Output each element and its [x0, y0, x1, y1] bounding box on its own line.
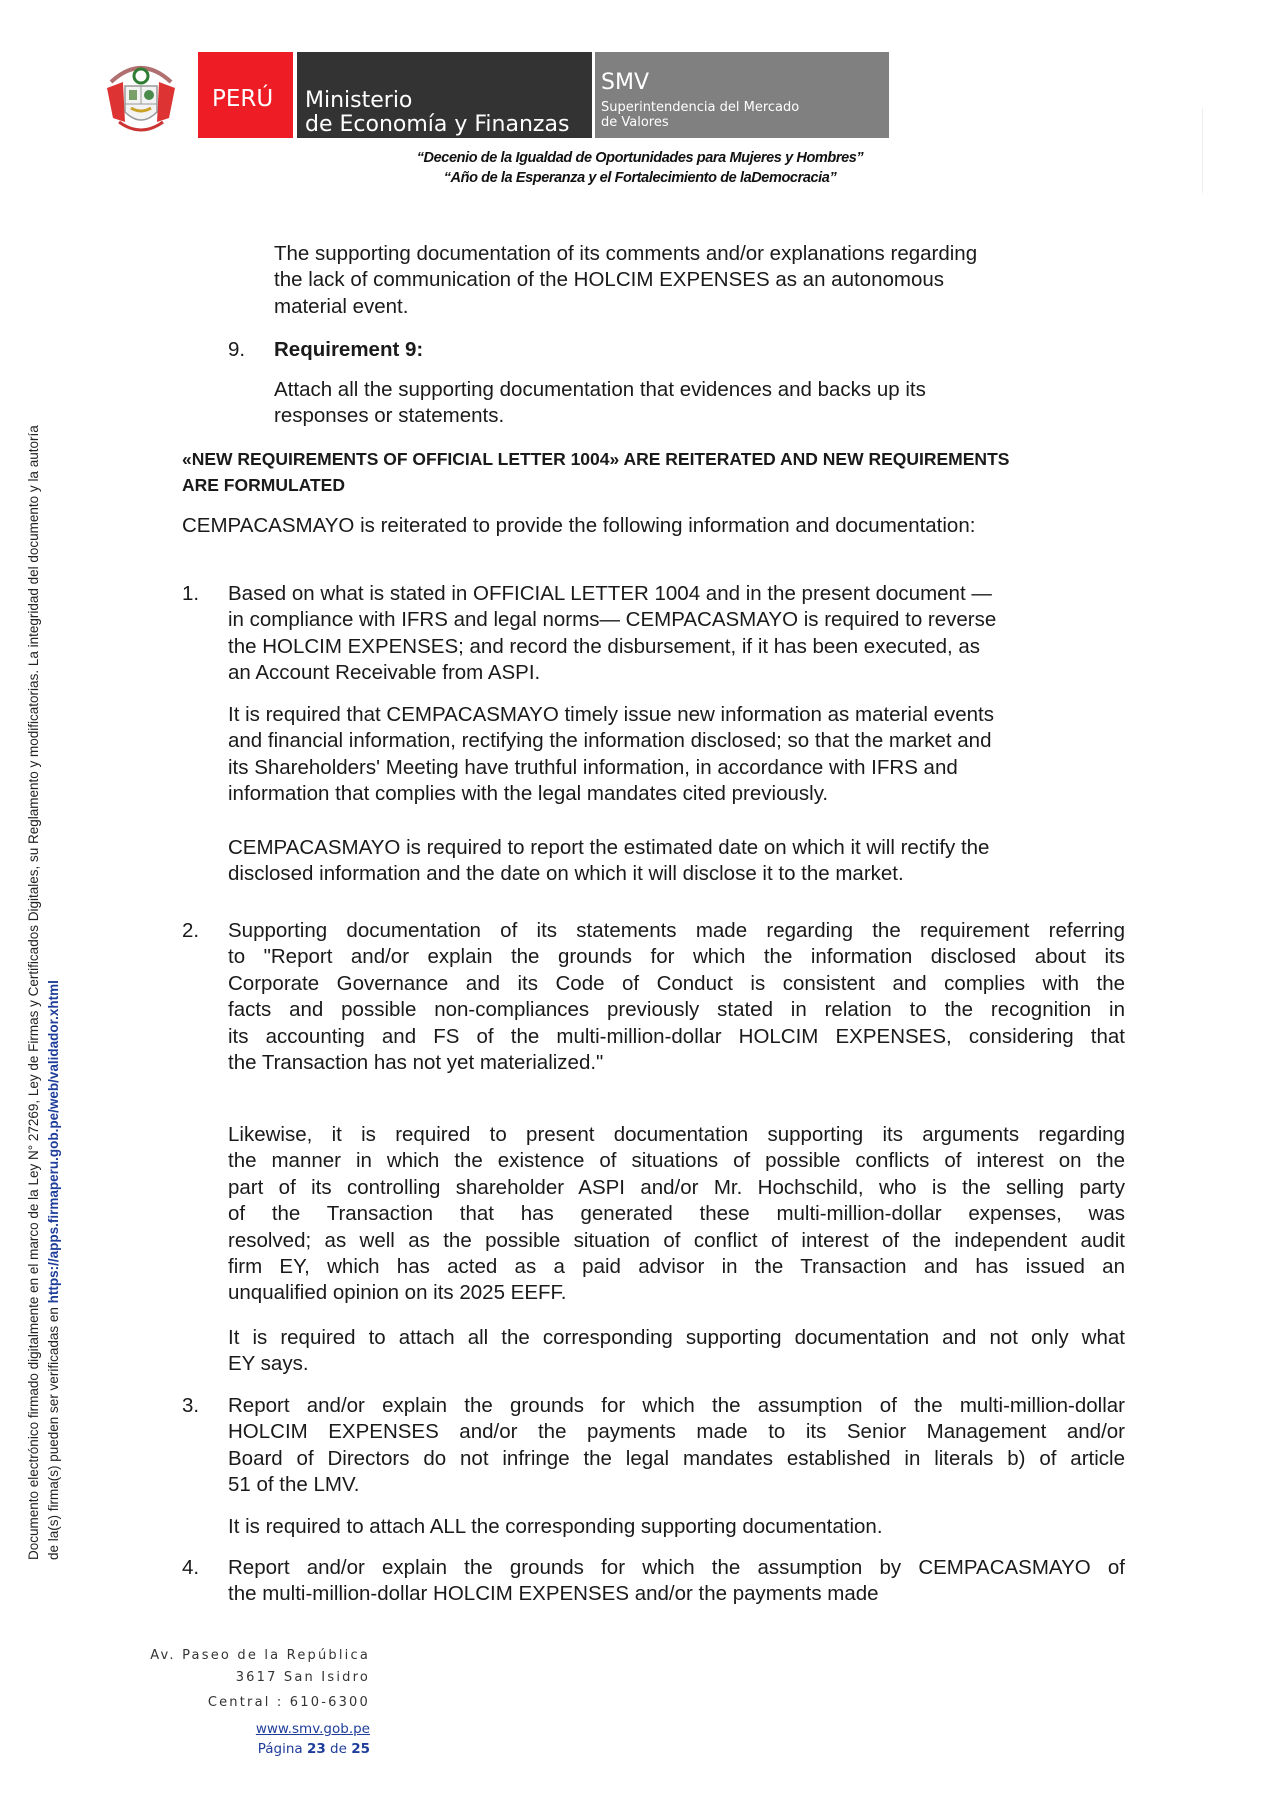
footer-address-line2: 3617 San Isidro — [235, 1670, 370, 1685]
item-4-paragraph-1 — [228, 1555, 1125, 1608]
peru-coat-of-arms-icon — [103, 52, 179, 140]
motto-line2: “Año de la Esperanza y el Fortalecimiento de laDemocracia” — [443, 170, 837, 186]
text-line: the manner in which the existence of situations of possible conflicts of interest on the — [228, 1149, 1125, 1173]
text-line: information that complies with the legal mandates cited previously. — [228, 782, 829, 806]
req9-title: Requirement 9: — [274, 338, 424, 361]
text-line: Supporting documentation of its statements made regarding the requirement referring — [228, 919, 1125, 942]
text-line: responses or statements. — [274, 404, 505, 428]
text-line: its Shareholders' Meeting have truthful information, in accordance with IFRS and — [228, 755, 958, 779]
section-heading — [182, 446, 1009, 499]
text-line: an Account Receivable from ASPI. — [228, 661, 541, 685]
text-line: unqualified opinion on its 2025 EEFF. — [228, 1281, 567, 1305]
footer-website-link[interactable]: www.smv.gob.pe — [255, 1721, 370, 1737]
item-1-paragraph-3 — [228, 835, 1125, 888]
text-line: Report and/or explain the grounds for which the assumption by CEMPACASMAYO of — [228, 1556, 1125, 1579]
text-line: Corporate Governance and its Code of Conduct is consistent and complies with the — [228, 971, 1125, 995]
text-line: Board of Directors do not infringe the legal mandates established in literals b) of article — [228, 1446, 1125, 1470]
ministry-brand-box — [297, 52, 592, 138]
smv-brand-box — [595, 52, 889, 138]
intro-paragraph — [274, 241, 977, 320]
text-line: facts and possible non-compliances previously stated in relation to the recognition in — [228, 998, 1125, 1022]
text-line: the Transaction has not yet materialized." — [228, 1051, 604, 1075]
page-current: 23 — [306, 1741, 326, 1757]
text-line: material event. — [274, 294, 409, 318]
text-line: disclosed information and the date on which it will disclose it to the market. — [228, 862, 904, 886]
text-line: EY says. — [228, 1352, 309, 1376]
smv-subtitle-line2: de Valores — [601, 115, 669, 130]
page-of: de — [325, 1741, 352, 1757]
text-line: Likewise, it is required to present documentation supporting its arguments regarding — [228, 1123, 1125, 1146]
item-2-paragraph-1 — [228, 918, 1125, 1076]
text-line: firm EY, which has acted as a paid advisor in the Transaction and has issued an — [228, 1255, 1125, 1279]
validator-link[interactable]: https://apps.firmaperu.gob.pe/web/validador.xhtml — [46, 980, 61, 1304]
text-line: 51 of the LMV. — [228, 1473, 360, 1497]
footer-phone: Central : 610-6300 — [207, 1695, 370, 1710]
smv-subtitle-line1: Superintendencia del Mercado — [601, 100, 800, 115]
text-line: Based on what is stated in OFFICIAL LETTER 1004 and in the present document — — [228, 582, 992, 605]
item-2-paragraph-3 — [228, 1325, 1125, 1378]
page-prefix: Página — [257, 1741, 307, 1757]
divider — [1202, 108, 1203, 193]
text-line: It is required to attach ALL the corresponding supporting documentation. — [228, 1515, 883, 1538]
signature-note-line2 — [46, 980, 61, 1560]
item-1-paragraph-2 — [228, 702, 1125, 808]
req9-number: 9. — [228, 338, 246, 361]
page-indicator — [100, 1741, 370, 1757]
text-line: part of its controlling shareholder ASPI and/or Mr. Hochschild, who is the selling party — [228, 1175, 1125, 1199]
peru-label: PERÚ — [212, 86, 274, 112]
text-line: of the Transaction that has generated these multi-million-dollar expenses, was — [228, 1202, 1125, 1226]
text-line: Report and/or explain the grounds for which the assumption of the multi-million-dollar — [228, 1394, 1125, 1417]
text-line: It is required to attach all the corresponding supporting documentation and not only what — [228, 1326, 1125, 1349]
item-number: 4. — [182, 1556, 200, 1579]
heading-line: «NEW REQUIREMENTS OF OFFICIAL LETTER 1004» ARE REITERATED AND NEW REQUIREMENTS — [182, 449, 1010, 469]
item-number: 1. — [182, 582, 200, 605]
text-line: resolved; as well as the possible situation of conflict of interest of the independent audit — [228, 1228, 1125, 1252]
item-1-paragraph-1 — [228, 581, 1125, 687]
text-line: to "Report and/or explain the grounds for which the information disclosed about its — [228, 945, 1125, 969]
text-line: the HOLCIM EXPENSES; and record the disbursement, if it has been executed, as — [228, 634, 981, 658]
text-line: Attach all the supporting documentation that evidences and backs up its — [274, 378, 926, 401]
section-intro: CEMPACASMAYO is reiterated to provide the following information and documentation: — [182, 514, 976, 537]
peru-brand-box — [198, 52, 293, 138]
ministry-line2: de Economía y Finanzas — [305, 112, 570, 137]
page-total: 25 — [351, 1741, 370, 1757]
req9-paragraph — [274, 377, 926, 430]
signature-note-prefix: de la(s) firma(s) pueden ser verificadas en — [46, 1303, 61, 1560]
motto-line1: “Decenio de la Igualdad de Oportunidades para Mujeres y Hombres” — [416, 150, 864, 166]
text-line: the lack of communication of the HOLCIM EXPENSES as an autonomous — [274, 268, 944, 292]
text-line: The supporting documentation of its comments and/or explanations regarding — [274, 242, 978, 265]
text-line: the multi-million-dollar HOLCIM EXPENSES and/or the payments made — [228, 1582, 879, 1606]
text-line: and financial information, rectifying the information disclosed; so that the market and — [228, 729, 992, 753]
text-line: its accounting and FS of the multi-million-dollar HOLCIM EXPENSES, considering that — [228, 1024, 1125, 1048]
heading-line: ARE FORMULATED — [182, 475, 345, 496]
item-3-paragraph-1 — [228, 1393, 1125, 1499]
item-2-paragraph-2 — [228, 1122, 1125, 1307]
footer-address-line1: Av. Paseo de la República — [150, 1648, 370, 1663]
text-line: HOLCIM EXPENSES and/or the payments made to its Senior Management and/or — [228, 1420, 1125, 1444]
text-line: in compliance with IFRS and legal norms— CEMPACASMAYO is required to reverse — [228, 608, 997, 632]
text-line: CEMPACASMAYO is required to report the estimated date on which it will rectify the — [228, 836, 990, 859]
smv-title: SMV — [601, 70, 649, 95]
item-3-paragraph-2 — [228, 1514, 1125, 1540]
item-number: 3. — [182, 1394, 200, 1417]
item-number: 2. — [182, 919, 200, 942]
ministry-line1: Ministerio — [305, 88, 413, 113]
signature-note-line1: Documento electrónico firmado digitalmente en el marco de la Ley N° 27269, Ley de Firmas y Certificados Digitales, su Reglamento y modificatorias. La integridad del documento y la autoría — [26, 425, 41, 1560]
text-line: It is required that CEMPACASMAYO timely issue new information as material events — [228, 703, 994, 726]
